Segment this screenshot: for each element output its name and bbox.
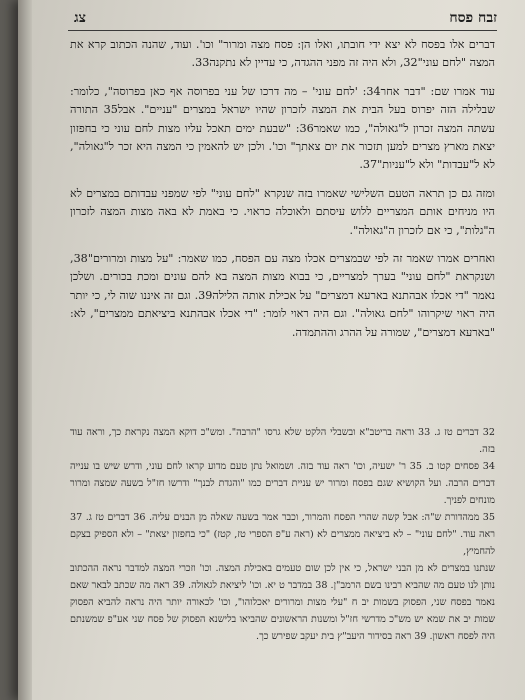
- paragraph-4: ואחרים אמרו שאמר זה לפי שבמצרים אכלו מצה עם הפסח, כמו שאמר: "על מצות ומרורים"38, ושנקראת "לחם עוני" בערך למצריים, כי בבוא מצות המצה בא להם עונים ומכת בכורים. ושלכן נאמר "די אכלו אבהתנא בארעא דמצרים" על אכילת אותה הלילה39. וגם זה איננו שוה לי, כי יותר היה ראוי שיקרוהו "לחם גאולה". וגם היה ראוי לומר: "די אכלו אבהתנא ביציאתם ממצרים", לא: "בארעא דמצרים", שמורה על ההרג וההתמדה.: [70, 252, 495, 339]
- paragraph-2: עוד אמרו שם: "דבר אחר34: 'לחם עוני' – מה דרכו של עני בפרוסה אף כאן בפרוסה", כלומר: שבלילה הזה יפרוס בעל הבית את המצה לזכרון שהיו ישראל במצרים "עניים". אבל35 התורה עשתה המצה זכרון ל"גאולה", כמו שאמר36: "שבעת ימים תאכל עליו מצות לחם עוני כי בחפזון יצאת מארץ מצרים למען תזכור את יום צאתך" וכו'. ולכן יש להאמין כי המצה היא זכר ל"גאולה", לא ל"עבדות" ולא ל"עניות"37.: [70, 84, 495, 172]
- footnotes: [70, 424, 495, 645]
- paragraph-3: ומזה גם כן תראה הטעם השלישי שאמרו בזה שנקרא "לחם עוני" לפי שמפני עבדותם במצרים לא היו מניחים אותם המצריים ללוש עיסתם ולאוכלה כראוי. כי באמת לא באה מצות המצה לזכרון ה"גלות", כי אם לזכרון ה"גאולה".: [70, 186, 495, 237]
- running-header: [68, 8, 497, 31]
- running-title: זבח פסח: [449, 10, 497, 26]
- book-page: [18, 0, 525, 700]
- footnote-block-3: 35 ממהדורת ש"ה: אבל קשה שהרי הפסח והמרור, וכבר אמר בשעה שאלה מן הבנים עליה. 36 דברים טז ג. 37 ראה עוד. "לחם עוני" – לא ביציאה ממצרים לא (ראה ע"פ הספרי טז, קטז) "כי בחפזון יצאת" – ולא הספיק בצקם להחמיץ,: [70, 512, 495, 557]
- page-number: צג: [74, 10, 86, 26]
- footnote-block-1: 32 דברים טז ג. 33 וראה בריטב"א ובשבלי הלקט שלא גרסו "הרבה". ומש"כ דוקא המצה נקראת כך, וראה עוד בזה.: [70, 427, 495, 455]
- footnote-block-2: 34 פסחים קטו ב. 35 ר' ישעיה, וכו' ראה עוד בזה. ושמואל נתן טעם מדוע קראו לחם עוני, ודרש שיש בו ענייה דברים הרבה. ועל הקושיא שגם בפסח ומרור יש עניית דברים כמו "והגדת לבנך" ודרשו חז"ל בשעה שמצה ומרור מונחים לפניך.: [70, 461, 496, 506]
- footnote-block-4: שנתנו במצרים לא מן הבני ישראל, כי אין לכן שום טעמים באכילת המצה. וכו' וזכרי המצה למדבר נראה ההכתוב נותן לנו טעם מה שהביא רבינו בשם הרמב"ן. 38 במדבר ט יא. וכו' ליציאת לגאולה. 39 ראה מה שכתב לבאר שאם נאמר בפסח שני, הפסוק בשמות יב ח "עלי מצות ומרורים יאכלוהו", וכו' לכאורה יותר היה נראה להביא הפסוק שמות יב את שמא יש מש"כ מדרשי חז"ל ומשנות הראשונים שהביאו בלישנא הפסוק של פסח שני אע"פ שמשנתם היה לפסח ראשון. 39 ראה בסידור היעב"ץ בית יעקב שפירש כך.: [70, 563, 496, 642]
- paragraph-1: דברים אלו בפסח לא יצא ידי חובתו, ואלו הן: פסח מצה ומרור" וכו'. ועוד, שהנה הכתוב קרא את המצה "לחם עוני"32, ולא היה זה מפני ההגדה, כי עדיין לא נתקנה33.: [70, 38, 495, 70]
- book-spine: [18, 0, 32, 700]
